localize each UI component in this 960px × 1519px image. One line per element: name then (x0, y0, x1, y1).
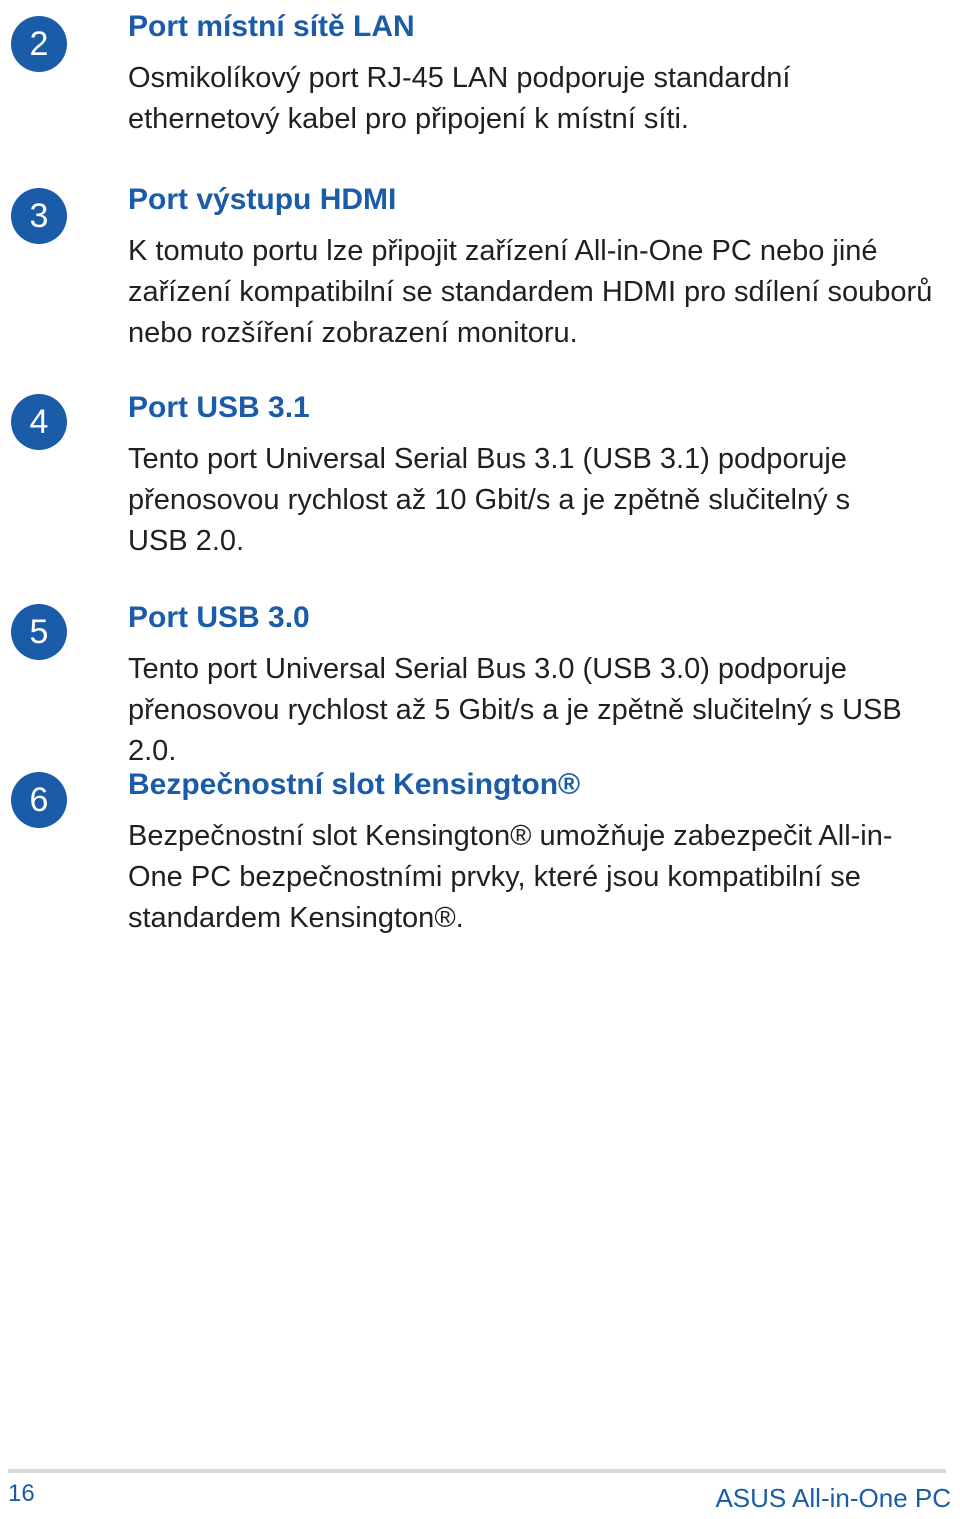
footer-document-title: ASUS All-in-One PC (715, 1483, 951, 1513)
item-title: Port výstupu HDMI (128, 183, 397, 216)
item-title: Port USB 3.0 (128, 601, 310, 634)
item-description: K tomuto portu lze připojit zařízení All-in-One PC nebo jiné zařízení kompatibilní se standardem HDMI pro sdílení souborů nebo rozšíření zobrazení monitoru. (128, 235, 933, 349)
item-number-badge: 2 (11, 16, 67, 72)
item-number-badge: 3 (11, 188, 67, 244)
item-description: Osmikolíkový port RJ-45 LAN podporuje standardní ethernetový kabel pro připojení k místní síti. (128, 62, 791, 135)
item-title: Port USB 3.1 (128, 391, 310, 424)
item-description: Tento port Universal Serial Bus 3.0 (USB 3.0) podporuje přenosovou rychlost až 5 Gbit/s a je zpětně slučitelný s USB 2.0. (128, 653, 902, 767)
item-number-badge: 4 (11, 394, 67, 450)
item-description: Tento port Universal Serial Bus 3.1 (USB 3.1) podporuje přenosovou rychlost až 10 Gbit/s a je zpětně slučitelný s USB 2.0. (128, 443, 851, 557)
footer-divider (8, 1469, 946, 1473)
item-title: Port místní sítě LAN (128, 10, 415, 43)
item-title: Bezpečnostní slot Kensington® (128, 768, 581, 801)
item-description: Bezpečnostní slot Kensington® umožňuje zabezpečit All-in-One PC bezpečnostními prvky, které jsou kompatibilní se standardem Kensington®. (128, 820, 893, 934)
item-number-badge: 6 (11, 772, 67, 828)
item-number-badge: 5 (11, 604, 67, 660)
page-number: 16 (8, 1480, 35, 1507)
